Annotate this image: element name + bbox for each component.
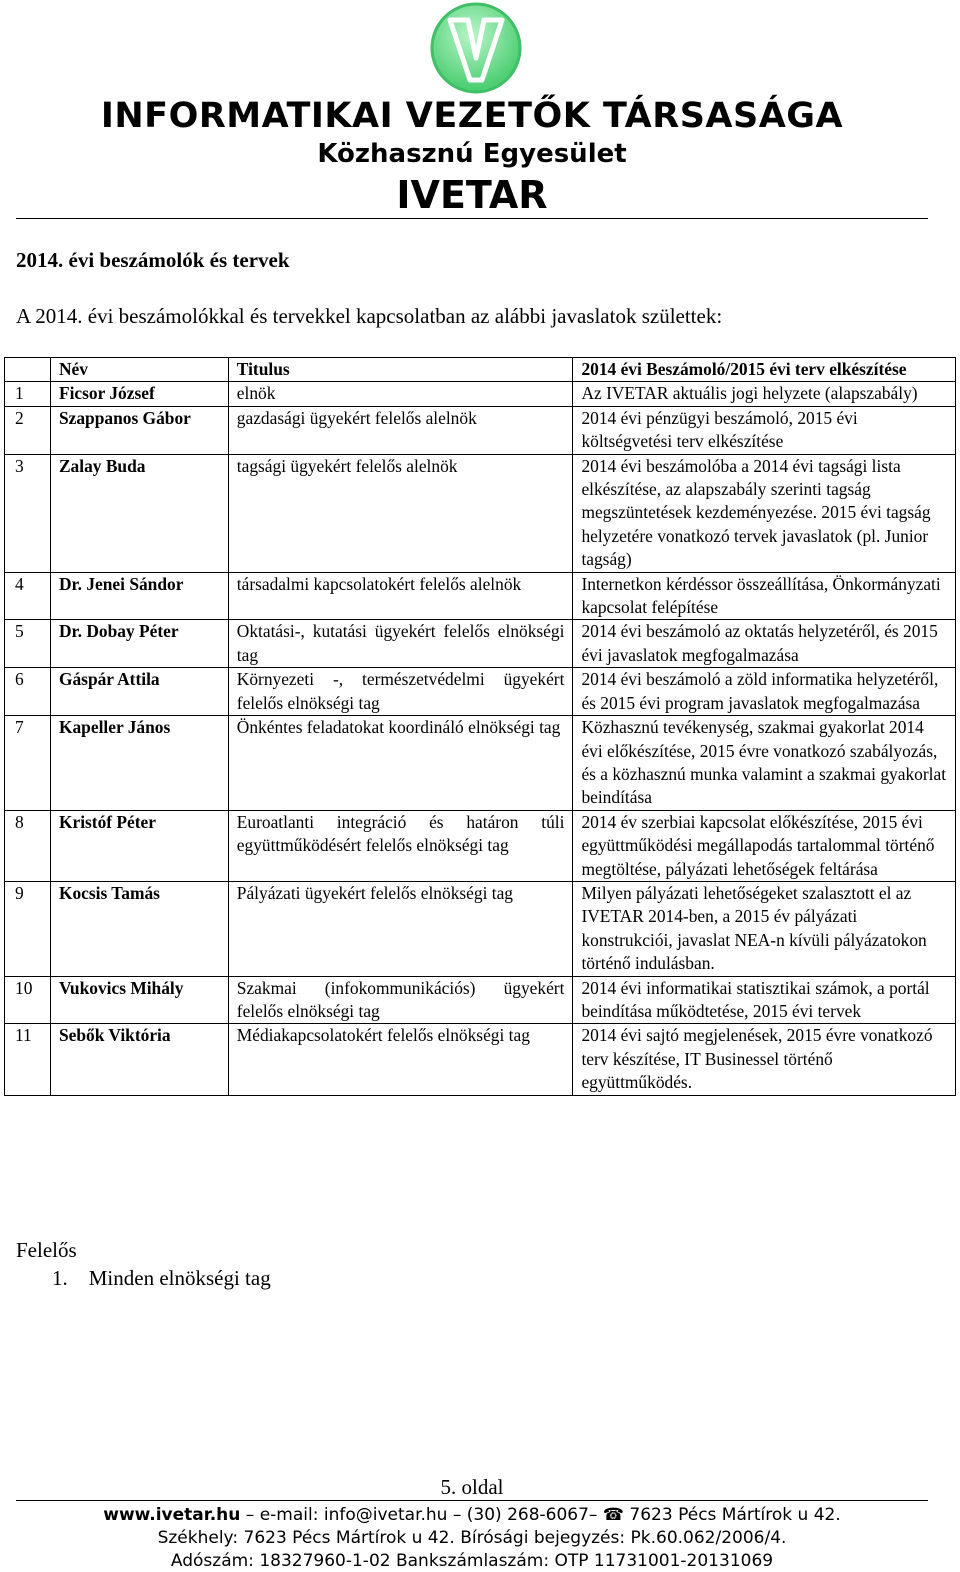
table-row (5, 668, 956, 716)
member-title: Euroatlanti integráció és határon túli együttműködésért felelős elnökségi tag (228, 810, 573, 881)
table-row (5, 881, 956, 976)
member-title: társadalmi kapcsolatokért felelős alelnök (228, 572, 573, 620)
member-name: Vukovics Mihály (50, 976, 228, 1024)
member-name: Kristóf Péter (50, 810, 228, 881)
row-number: 2 (5, 406, 51, 454)
row-number: 4 (5, 572, 51, 620)
row-number: 7 (5, 716, 51, 811)
member-name: Dr. Jenei Sándor (50, 572, 228, 620)
member-name: Zalay Buda (50, 454, 228, 572)
table-row (5, 572, 956, 620)
responsible-item-number: 1. (52, 1266, 68, 1290)
footer-registration-line: Székhely: 7623 Pécs Mártírok u 42. Bírósági bejegyzés: Pk.60.062/2006/4. (157, 1528, 787, 1548)
member-title: Önkéntes feladatokat koordináló elnökségi tag (228, 716, 573, 811)
table-row (5, 976, 956, 1024)
member-title: Pályázati ügyekért felelős elnökségi tag (228, 881, 573, 976)
row-number: 10 (5, 976, 51, 1024)
table-row (5, 716, 956, 811)
member-title: Környezeti -, természetvédelmi ügyekért felelős elnökségi tag (228, 668, 573, 716)
footer-tax-line: Adószám: 18327960-1-02 Bankszámlaszám: OTP 11731001-20131069 (170, 1551, 774, 1571)
table-row (5, 620, 956, 668)
member-title: elnök (228, 382, 573, 406)
member-name: Kocsis Tamás (50, 881, 228, 976)
member-task: 2014 évi beszámoló az oktatás helyzetéről, és 2015 évi javaslatok megfogalmazása (573, 620, 956, 668)
member-title: Médiakapcsolatokért felelős elnökségi tag (228, 1024, 573, 1095)
member-task: Az IVETAR aktuális jogi helyzete (alapszabály) (573, 382, 956, 406)
responsible-item-text: Minden elnökségi tag (88, 1266, 271, 1290)
footer-bank-account: OTP 11731001-20131069 (554, 1551, 774, 1571)
responsible-item (52, 1264, 271, 1292)
member-title: Oktatási-, kutatási ügyekért felelős elnökségi tag (228, 620, 573, 668)
phone-icon: ☎ (602, 1505, 625, 1525)
row-number: 3 (5, 454, 51, 572)
footer-contact-line: www.ivetar.hu – e-mail: info@ivetar.hu – (30) 268-6067– ☎ 7623 Pécs Mártírok u 42. (103, 1505, 841, 1525)
row-number: 6 (5, 668, 51, 716)
member-name: Ficsor József (50, 382, 228, 406)
member-task: 2014 évi beszámoló a zöld informatika helyzetéről, és 2015 évi program javaslatok megfogalmazása (573, 668, 956, 716)
header-num (5, 358, 51, 382)
section-title: 2014. évi beszámolók és tervek (16, 248, 290, 272)
member-name: Gáspár Attila (50, 668, 228, 716)
member-task: 2014 évi beszámolóba a 2014 évi tagsági lista elkészítése, az alapszabály szerinti tagság megszüntetések kezdeményezése. 2015 évi tagság helyzetére vonatkozó tervek javaslatok (pl. Junior tagság) (573, 454, 956, 572)
footer-address: 7623 Pécs Mártírok u 42. (624, 1505, 841, 1525)
org-abbreviation: IVETAR (396, 173, 548, 217)
member-task: 2014 évi pénzügyi beszámoló, 2015 évi költségvetési terv elkészítése (573, 406, 956, 454)
member-title: Szakmai (infokommunikációs) ügyekért felelős elnökségi tag (228, 976, 573, 1024)
footer-court-registration: Pk.60.062/2006/4. (630, 1528, 787, 1548)
member-task: Internetkon kérdéssor összeállítása, Önkormányzati kapcsolat felépítése (573, 572, 956, 620)
table-row (5, 382, 956, 406)
row-number: 5 (5, 620, 51, 668)
report-table (4, 357, 956, 1096)
member-name: Szappanos Gábor (50, 406, 228, 454)
member-title: tagsági ügyekért felelős alelnök (228, 454, 573, 572)
table-row (5, 1024, 956, 1095)
responsible-label: Felelős (16, 1238, 77, 1262)
footer-seat: 7623 Pécs Mártírok u 42. (243, 1528, 455, 1548)
table-row (5, 406, 956, 454)
footer-phone: (30) 268-6067 (466, 1505, 589, 1525)
member-task: 2014 évi sajtó megjelenések, 2015 évre vonatkozó terv készítése, IT Businessel történő együttműködés. (573, 1024, 956, 1095)
table-header-row (5, 358, 956, 382)
member-title: gazdasági ügyekért felelős alelnök (228, 406, 573, 454)
ivetar-logo (428, 2, 524, 94)
row-number: 8 (5, 810, 51, 881)
header-name: Név (50, 358, 228, 382)
table-row (5, 454, 956, 572)
row-number: 1 (5, 382, 51, 406)
member-task: 2014 év szerbiai kapcsolat előkészítése, 2015 évi együttműködési megállapodás tartalommal történő megtöltése, pályázati lehetőségek feltárása (573, 810, 956, 881)
row-number: 11 (5, 1024, 51, 1095)
header-task: 2014 évi Beszámoló/2015 évi terv elkészítése (573, 358, 956, 382)
footer-divider (16, 1500, 928, 1501)
footer-tax-number: 18327960-1-02 (259, 1551, 391, 1571)
intro-text: A 2014. évi beszámolókkal és tervekkel kapcsolatban az alábbi javaslatok születtek: (16, 304, 723, 328)
member-task: Milyen pályázati lehetőségeket szalasztott el az IVETAR 2014-ben, a 2015 év pályázati konstrukciói, javaslat NEA-n kívüli pályázatokon történő indulásban. (573, 881, 956, 976)
member-task: Közhasznú tevékenység, szakmai gyakorlat 2014 évi előkészítése, 2015 évre vonatkozó szabályozás, és a közhasznú munka valamint a szakmai gyakorlat beindítása (573, 716, 956, 811)
footer-email-link[interactable]: info@ivetar.hu (323, 1505, 448, 1525)
member-name: Sebők Viktória (50, 1024, 228, 1095)
footer-website-link[interactable]: www.ivetar.hu (103, 1505, 241, 1525)
member-name: Kapeller János (50, 716, 228, 811)
row-number: 9 (5, 881, 51, 976)
member-task: 2014 évi informatikai statisztikai számok, a portál beindítása működtetése, 2015 évi tervek (573, 976, 956, 1024)
org-name: INFORMATIKAI VEZETŐK TÁRSASÁGA (100, 96, 844, 136)
header-divider (16, 218, 928, 219)
table-row (5, 810, 956, 881)
org-type: Közhasznú Egyesület (317, 139, 627, 169)
page-number: 5. oldal (440, 1475, 504, 1499)
member-name: Dr. Dobay Péter (50, 620, 228, 668)
header-title: Titulus (228, 358, 573, 382)
